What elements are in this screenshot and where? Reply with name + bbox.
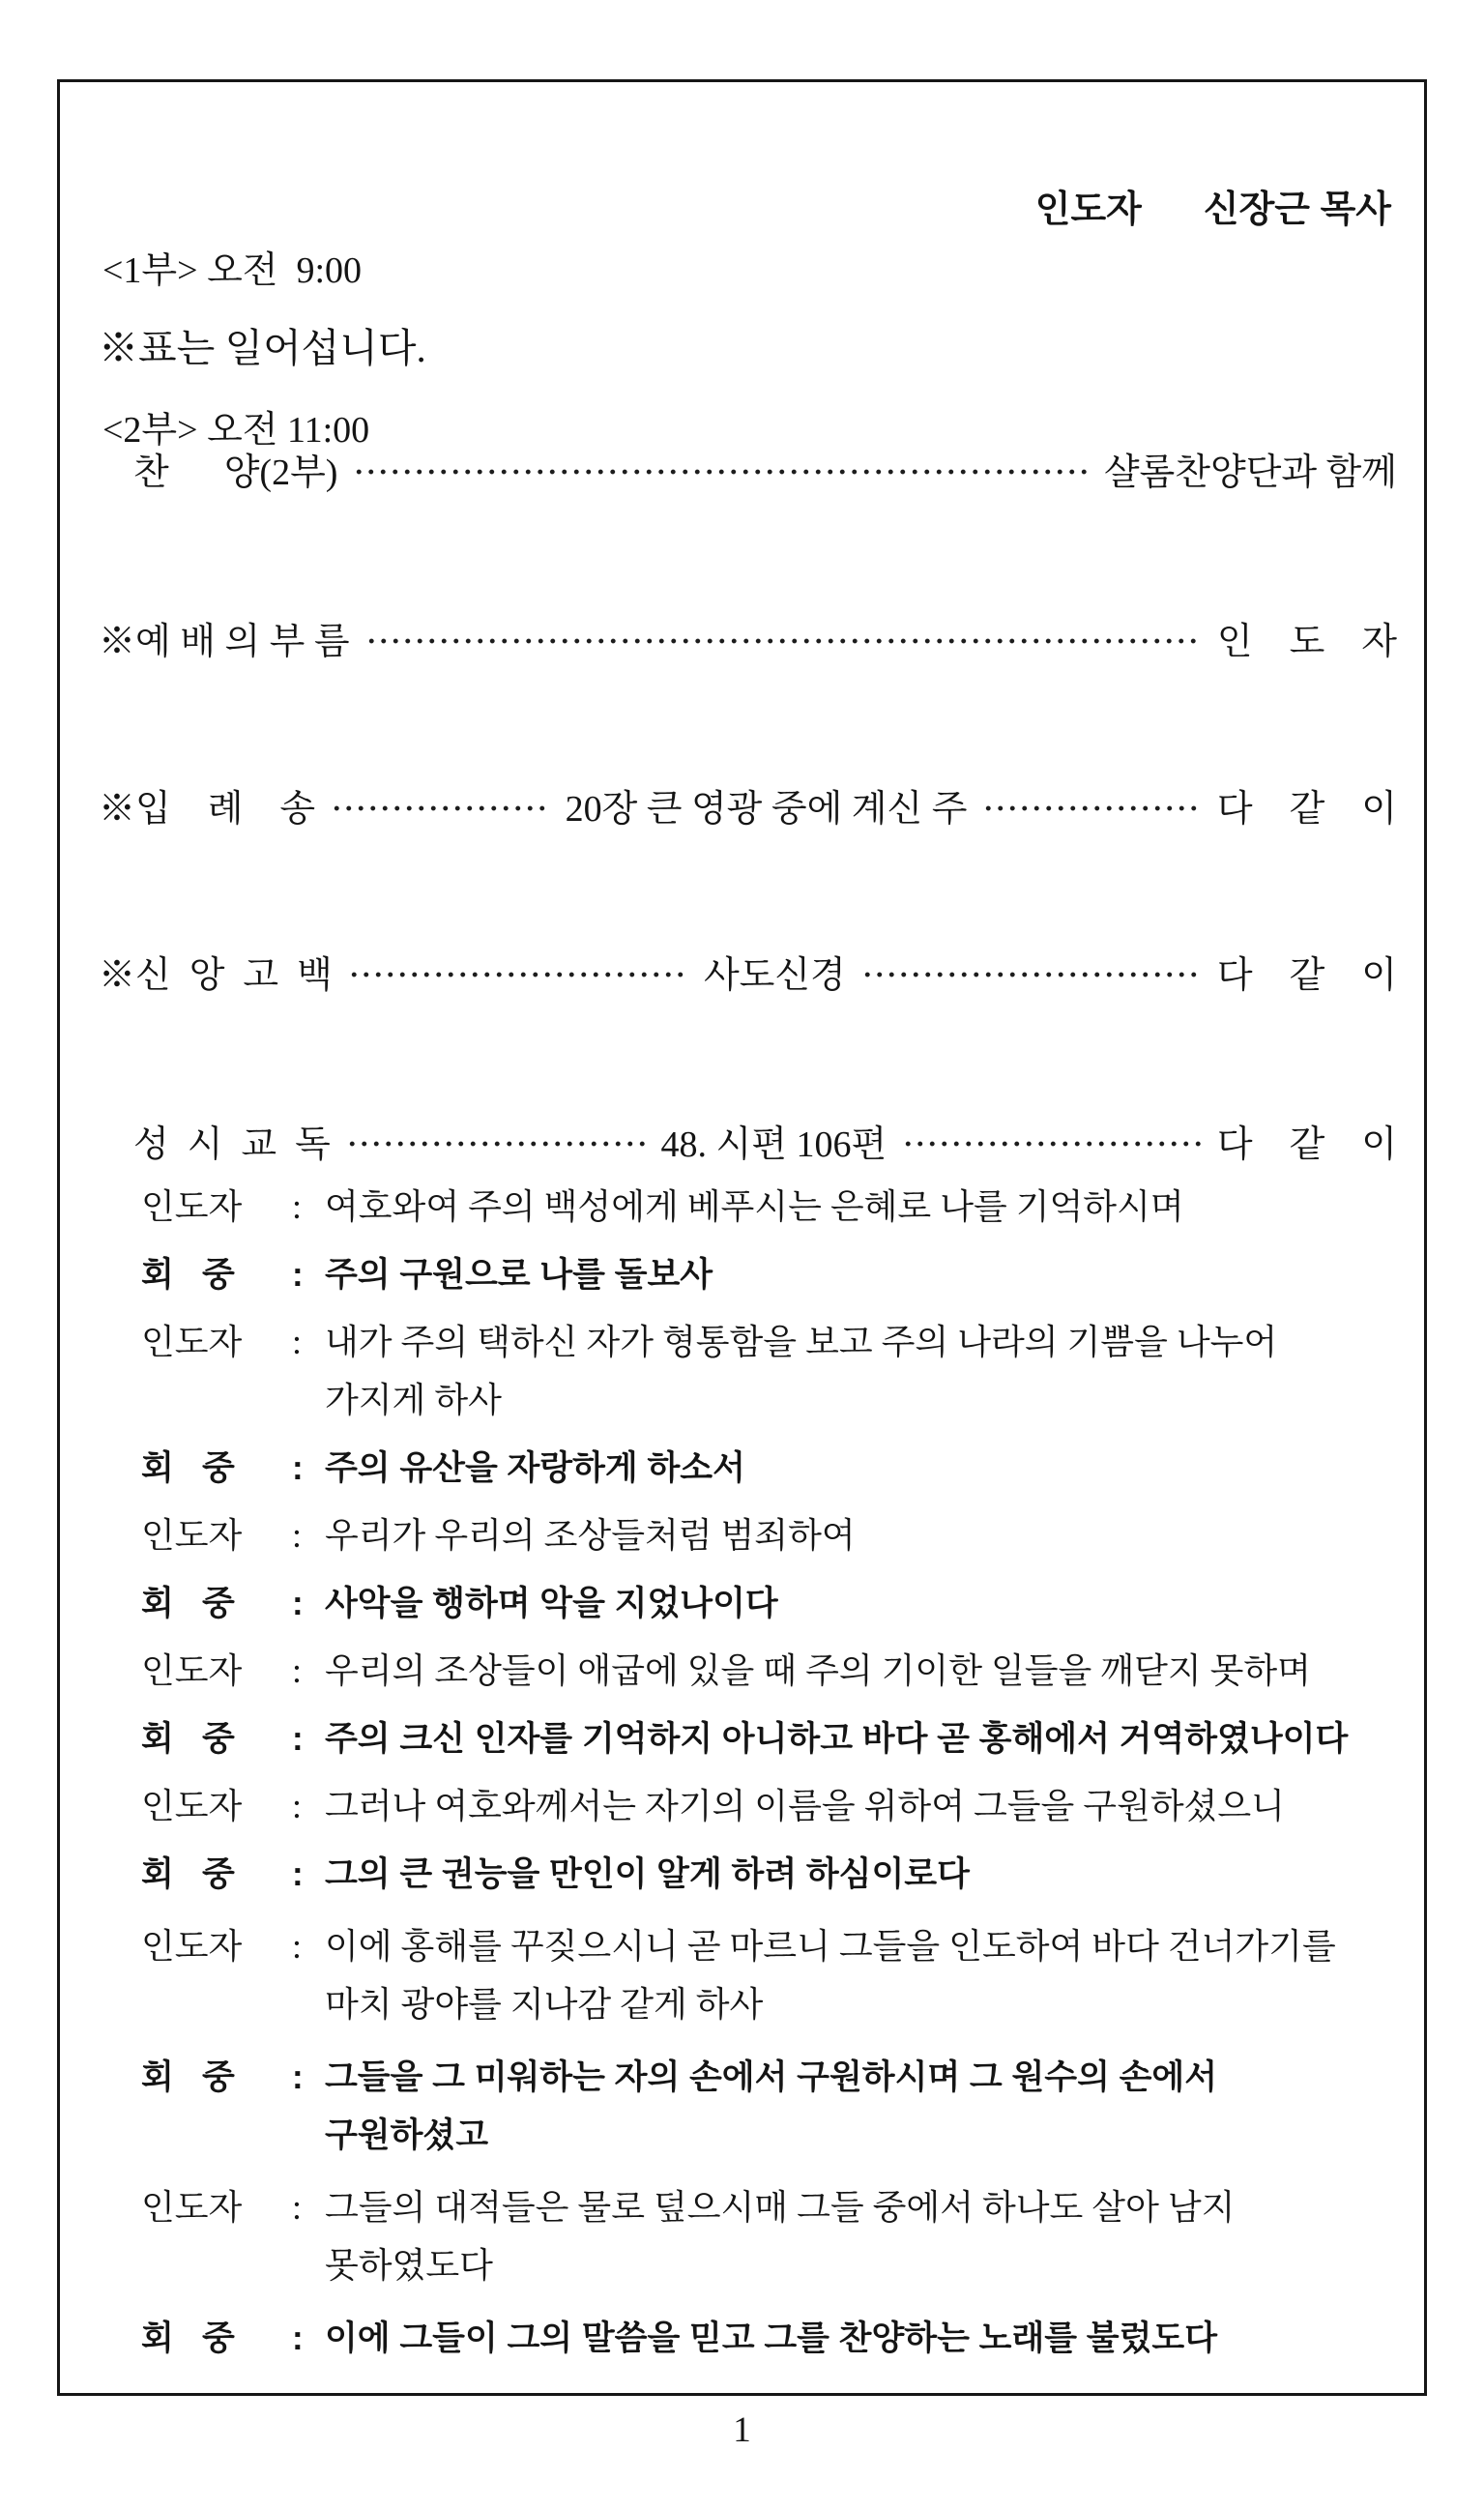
reading-text-continuation: 마치 광야를 지나감 같게 하사 [325, 1985, 764, 2024]
reading-speaker: 인도자 [141, 1787, 243, 1825]
reading-line [141, 1184, 1397, 1230]
order-title: ※입 례 송 [99, 788, 316, 830]
reading-colon: : [292, 1256, 304, 1294]
order-row-processional-hymn [99, 781, 1397, 828]
reading-speaker: 회 중 [141, 2058, 235, 2096]
reading-line [141, 1716, 1397, 1762]
reading-text: 우리의 조상들이 애굽에 있을 때 주의 기이한 일들을 깨닫지 못하며 [325, 1651, 1311, 1690]
reading-text: 주의 크신 인자를 기억하지 아니하고 바다 곧 홍해에서 거역하였나이다 [325, 1720, 1349, 1758]
reading-speaker: 인도자 [141, 1187, 243, 1226]
leader-dots [902, 1140, 1202, 1148]
reading-speaker: 회 중 [141, 1720, 235, 1758]
reading-line [141, 1924, 1397, 2028]
reading-line [141, 2316, 1397, 2361]
order-title: 찬 양(2부) [133, 452, 338, 493]
order-performer: 샬롬찬양단과 함께 [1103, 452, 1397, 493]
order-row-praise [133, 445, 1397, 491]
reading-line [141, 1784, 1397, 1829]
order-row-call-to-worship [99, 614, 1397, 660]
reading-speaker: 인도자 [141, 1516, 243, 1555]
leader-dots [982, 804, 1201, 812]
reading-line [141, 1852, 1397, 1897]
reading-colon: : [292, 1585, 304, 1622]
leader-dots [331, 804, 549, 812]
reading-text: 주의 구원으로 나를 돌보사 [325, 1256, 713, 1294]
leader-name: 신장근 목사 [1203, 190, 1391, 230]
service-time-2: <2부> 오전 11:00 [102, 410, 370, 451]
order-title: 성 시 교 독 [133, 1123, 331, 1165]
reading-speaker: 회 중 [141, 1585, 235, 1622]
reading-line [141, 1320, 1397, 1423]
order-title: ※예 배 의 부 름 [99, 621, 350, 662]
leader-dots [353, 468, 1088, 476]
order-performer: 다 같 이 [1216, 788, 1397, 830]
reading-text-continuation: 가지게 하사 [325, 1381, 502, 1419]
service-leader [995, 146, 1391, 274]
reading-colon: : [292, 1323, 303, 1361]
reading-text: 그들을 그 미워하는 자의 손에서 구원하시며 그 원수의 손에서 [325, 2058, 1218, 2096]
reading-line [141, 1648, 1397, 1694]
reading-colon: : [292, 1855, 304, 1893]
order-row-confession-of-faith [99, 948, 1397, 994]
leader-dots [348, 971, 688, 978]
reading-colon: : [292, 1449, 304, 1487]
reading-speaker: 인도자 [141, 2188, 243, 2227]
service-time-1: <1부> 오전 9:00 [102, 250, 363, 291]
reading-line [141, 1581, 1397, 1626]
reading-line [141, 1445, 1397, 1491]
reading-text: 우리가 우리의 조상들처럼 범죄하여 [325, 1516, 856, 1555]
reading-text-continuation: 못하였도다 [325, 2246, 493, 2285]
page-border-frame [57, 79, 1427, 2396]
standing-notice: ※표는 일어섭니다. [99, 326, 426, 370]
reading-speaker: 회 중 [141, 1256, 235, 1294]
order-performer: 인 도 자 [1216, 621, 1397, 662]
reading-text: 주의 유산을 자랑하게 하소서 [325, 1449, 745, 1487]
reading-line [141, 1252, 1397, 1298]
reading-colon: : [292, 1787, 303, 1825]
reading-text: 그러나 여호와께서는 자기의 이름을 위하여 그들을 구원하셨으니 [325, 1787, 1285, 1825]
order-performer: 다 같 이 [1216, 954, 1397, 996]
reading-colon: : [292, 1927, 303, 1966]
reading-colon: : [292, 2319, 304, 2357]
reading-speaker: 회 중 [141, 1449, 235, 1487]
reading-line [141, 2185, 1397, 2289]
reading-text-continuation: 구원하셨고 [325, 2116, 489, 2154]
order-detail: 사도신경 [703, 954, 846, 996]
reading-speaker: 회 중 [141, 2319, 235, 2357]
reading-text: 이에 홍해를 꾸짖으시니 곧 마르니 그들을 인도하여 바다 건너가기를 [325, 1927, 1336, 1966]
reading-colon: : [292, 1187, 303, 1226]
leader-dots [365, 637, 1202, 645]
reading-text: 이에 그들이 그의 말씀을 믿고 그를 찬양하는 노래를 불렀도다 [325, 2319, 1218, 2357]
reading-speaker: 회 중 [141, 1855, 235, 1893]
reading-colon: : [292, 1516, 303, 1555]
reading-colon: : [292, 1720, 304, 1758]
order-detail: 48. 시편 106편 [660, 1123, 887, 1165]
order-detail: 20장 큰 영광 중에 계신 주 [565, 788, 968, 830]
reading-text: 그의 큰 권능을 만인이 알게 하려 하심이로다 [325, 1855, 970, 1893]
reading-text: 그들의 대적들은 물로 덮으시매 그들 중에서 하나도 살아 남지 [325, 2188, 1236, 2227]
reading-colon: : [292, 1651, 303, 1690]
leader-dots [861, 971, 1202, 978]
leader-dots [346, 1140, 646, 1148]
reading-speaker: 인도자 [141, 1651, 243, 1690]
leader-label: 인도자 [1034, 190, 1142, 230]
reading-text: 내가 주의 택하신 자가 형통함을 보고 주의 나라의 기쁨을 나누어 [325, 1323, 1278, 1361]
reading-colon: : [292, 2188, 303, 2227]
order-performer: 다 같 이 [1216, 1123, 1397, 1165]
reading-line [141, 1513, 1397, 1559]
reading-speaker: 인도자 [141, 1927, 243, 1966]
reading-speaker: 인도자 [141, 1323, 243, 1361]
order-row-responsive-reading [133, 1117, 1397, 1163]
page-number: 1 [733, 2410, 751, 2450]
reading-colon: : [292, 2058, 304, 2096]
reading-line [141, 2055, 1397, 2158]
reading-text: 사악을 행하며 악을 지었나이다 [325, 1585, 778, 1622]
order-title: ※신 앙 고 백 [99, 954, 333, 996]
reading-text: 여호와여 주의 백성에게 베푸시는 은혜로 나를 기억하시며 [325, 1187, 1184, 1226]
